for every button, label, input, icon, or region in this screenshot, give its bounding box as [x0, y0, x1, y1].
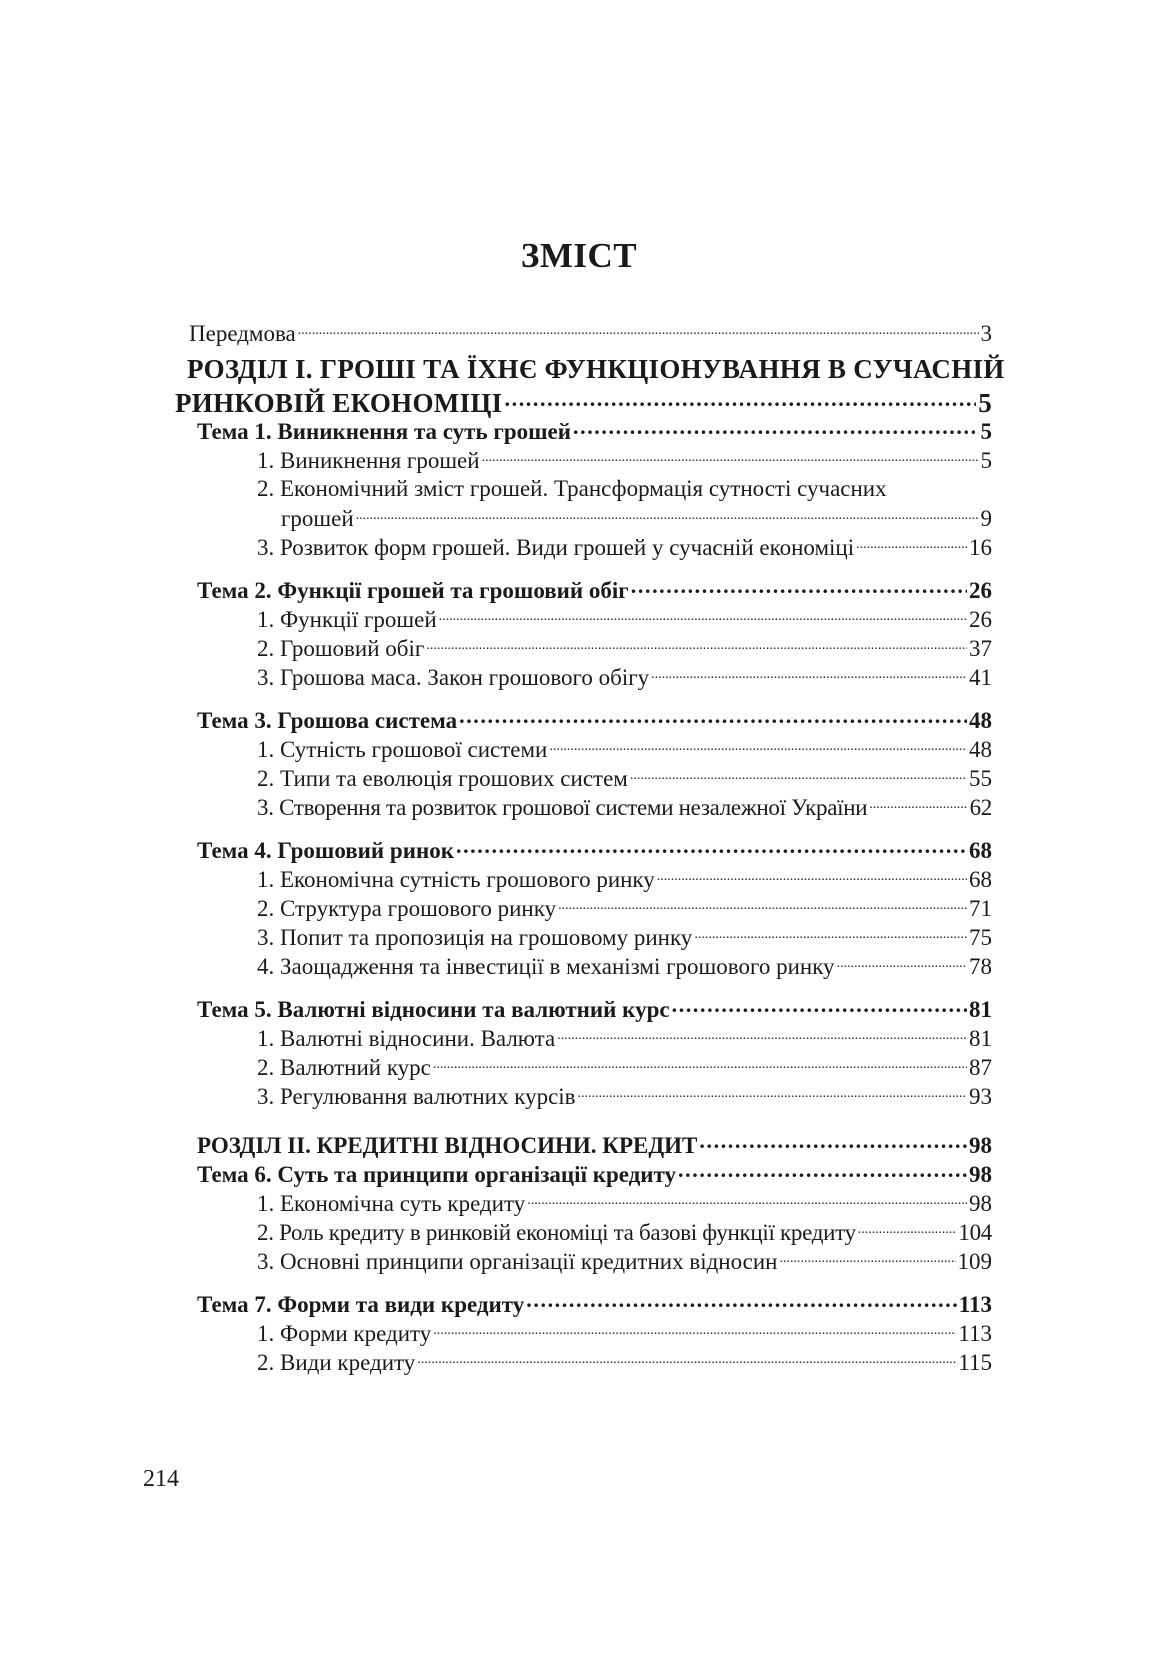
toc-entry-page: 78 — [969, 954, 992, 979]
toc-item[interactable] — [257, 633, 992, 662]
toc-topic-5[interactable] — [197, 994, 992, 1023]
toc-entry-label: Тема 1. Виникнення та суть грошей — [197, 419, 571, 444]
dot-leader — [549, 734, 967, 757]
toc-entry-page: 55 — [969, 766, 992, 791]
toc-entry-label: 2. Типи та еволюція грошових систем — [257, 766, 628, 791]
table-of-contents — [175, 318, 1005, 1376]
dot-leader — [459, 705, 967, 728]
toc-item[interactable] — [257, 1246, 992, 1275]
toc-entry-page: 48 — [969, 708, 992, 733]
dot-leader — [694, 922, 967, 945]
dot-leader — [426, 633, 967, 656]
toc-topic-4[interactable] — [197, 835, 992, 864]
toc-entry-label: 2. Грошовий обіг — [257, 636, 425, 661]
toc-entry-page: 98 — [969, 1133, 992, 1158]
section-title-line1: РОЗДІЛ І. ГРОШІ ТА ЇХНЄ ФУНКЦІОНУВАННЯ В СУЧАСНІЙ — [187, 354, 1005, 384]
dot-leader — [298, 318, 979, 341]
toc-item[interactable] — [197, 474, 992, 532]
toc-entry-label: 2. Види кредиту — [257, 1350, 416, 1375]
dot-leader — [869, 792, 967, 815]
toc-entry-preface[interactable] — [189, 318, 992, 347]
toc-entry-label: 1. Сутність грошової системи — [257, 737, 548, 762]
toc-entry-page: 113 — [958, 1321, 992, 1346]
toc-entry-page: 75 — [969, 925, 992, 950]
toc-topic-3[interactable] — [197, 705, 992, 734]
toc-item[interactable] — [257, 763, 992, 792]
toc-entry-label: Тема 3. Грошова система — [197, 708, 458, 733]
toc-entry-label: 2. Структура грошового ринку — [257, 896, 557, 921]
page-title: ЗМІСТ — [520, 236, 638, 275]
dot-leader — [856, 532, 967, 555]
dot-leader — [505, 385, 977, 412]
toc-section-2[interactable] — [197, 1130, 992, 1159]
toc-entry-label: 3. Попит та пропозиція на грошовому ринку — [257, 925, 693, 950]
dot-leader — [417, 1347, 956, 1370]
toc-entry-page: 26 — [969, 578, 992, 603]
dot-leader — [678, 1159, 967, 1182]
toc-item[interactable] — [257, 1081, 992, 1110]
toc-entry-page: 37 — [969, 636, 992, 661]
toc-entry-page: 87 — [969, 1055, 992, 1080]
toc-topic-6[interactable] — [197, 1159, 992, 1188]
toc-entry-label: 4. Заощадження та інвестиції в механізмі грошового ринку — [257, 954, 835, 979]
dot-leader — [657, 864, 967, 887]
toc-item[interactable] — [257, 734, 992, 763]
toc-entry-page: 3 — [980, 321, 992, 346]
toc-item[interactable] — [257, 1347, 992, 1376]
toc-entry-label: Тема 6. Суть та принципи організації кредиту — [197, 1162, 677, 1187]
toc-item[interactable] — [257, 922, 992, 951]
dot-leader — [631, 575, 967, 598]
dot-leader — [837, 951, 967, 974]
toc-entry-label: 3. Основні принципи організації кредитних відносин — [257, 1249, 778, 1274]
section-title: РОЗДІЛ ІІ. КРЕДИТНІ ВІДНОСИНИ. КРЕДИТ — [197, 1133, 698, 1158]
toc-entry-page: 68 — [969, 867, 992, 892]
toc-entry-label: 1. Виникнення грошей — [257, 448, 480, 473]
toc-item[interactable] — [257, 532, 992, 561]
toc-item[interactable] — [257, 1188, 992, 1217]
dot-leader — [558, 893, 967, 916]
toc-entry-page: 9 — [980, 506, 992, 531]
dot-leader — [526, 1289, 956, 1312]
toc-entry-page: 104 — [958, 1220, 992, 1245]
toc-entry-page: 41 — [969, 665, 992, 690]
toc-item[interactable] — [257, 792, 992, 821]
dot-leader — [527, 1188, 967, 1211]
toc-item[interactable] — [257, 1052, 992, 1081]
toc-entry-page: 115 — [958, 1350, 992, 1375]
toc-entry-label: Тема 7. Форми та види кредиту — [197, 1292, 525, 1317]
toc-entry-page: 98 — [969, 1162, 992, 1187]
toc-item[interactable] — [257, 893, 992, 922]
toc-entry-label: 2. Валютний курс — [257, 1055, 431, 1080]
toc-entry-label: Передмова — [189, 321, 296, 346]
dot-leader — [433, 1318, 956, 1341]
toc-item[interactable] — [257, 951, 992, 980]
dot-leader — [557, 1023, 967, 1046]
dot-leader — [456, 835, 967, 858]
toc-entry-page: 81 — [969, 1026, 992, 1051]
toc-item[interactable] — [257, 604, 992, 633]
toc-section-1[interactable] — [175, 354, 1005, 418]
toc-entry-label: Тема 5. Валютні відносини та валютний курс — [197, 997, 670, 1022]
toc-item[interactable] — [257, 662, 992, 691]
toc-entry-label: Тема 4. Грошовий ринок — [197, 838, 454, 863]
toc-entry-page: 71 — [969, 896, 992, 921]
toc-entry-label: 3. Розвиток форм грошей. Види грошей у сучасній економіці — [257, 535, 855, 560]
toc-entry-label: 1. Функції грошей — [257, 607, 437, 632]
toc-entry-page: 62 — [969, 795, 992, 820]
toc-entry-page: 93 — [969, 1084, 992, 1109]
dot-leader — [630, 763, 967, 786]
toc-entry-page: 68 — [969, 838, 992, 863]
toc-entry-page: 5 — [978, 388, 992, 418]
dot-leader — [433, 1052, 967, 1075]
dot-leader — [780, 1246, 956, 1269]
dot-leader — [356, 503, 979, 526]
toc-entry-label: 1. Валютні відносини. Валюта — [257, 1026, 556, 1051]
toc-entry-page: 109 — [957, 1249, 992, 1274]
dot-leader — [573, 416, 979, 439]
toc-entry-label: 1. Економічна сутність грошового ринку — [257, 867, 655, 892]
toc-entry-label: 3. Створення та розвиток грошової системи незалежної України — [257, 795, 868, 820]
toc-entry-page: 26 — [969, 607, 992, 632]
toc-entry-page: 113 — [958, 1292, 992, 1317]
dot-leader — [439, 604, 967, 627]
page-number: 214 — [143, 1466, 179, 1492]
toc-entry-label: 1. Форми кредиту — [257, 1321, 432, 1346]
dot-leader — [699, 1130, 967, 1153]
dot-leader — [578, 1081, 967, 1104]
toc-item[interactable] — [257, 1023, 992, 1052]
toc-entry-label-cont: грошей — [281, 506, 354, 531]
toc-topic-7[interactable] — [197, 1289, 992, 1318]
toc-entry-label: 3. Грошова маса. Закон грошового обігу — [257, 665, 650, 690]
toc-entry-page: 5 — [980, 419, 992, 444]
toc-entry-page: 16 — [969, 535, 992, 560]
toc-item[interactable] — [257, 445, 992, 474]
toc-entry-label: 2. Роль кредиту в ринковій економіці та базові функції кредиту — [257, 1220, 856, 1245]
toc-entry-page: 48 — [969, 737, 992, 762]
toc-entry-label: 2. Економічний зміст грошей. Трансформація сутності сучасних — [257, 476, 887, 501]
toc-item[interactable] — [257, 864, 992, 893]
dot-leader — [651, 662, 967, 685]
toc-entry-page: 81 — [969, 997, 992, 1022]
dot-leader — [482, 445, 979, 468]
toc-entry-label: 3. Регулювання валютних курсів — [257, 1084, 576, 1109]
dot-leader — [858, 1217, 957, 1240]
toc-entry-page: 5 — [980, 448, 992, 473]
toc-item[interactable] — [257, 1217, 992, 1246]
toc-topic-2[interactable] — [197, 575, 992, 604]
dot-leader — [672, 994, 967, 1017]
toc-entry-page: 98 — [969, 1191, 992, 1216]
toc-item[interactable] — [257, 1318, 992, 1347]
toc-topic-1[interactable] — [197, 416, 992, 445]
section-title-line2: РИНКОВІЙ ЕКОНОМІЦІ — [175, 388, 503, 418]
toc-entry-label: 1. Економічна суть кредиту — [257, 1191, 526, 1216]
toc-entry-label: Тема 2. Функції грошей та грошовий обіг — [197, 578, 629, 603]
